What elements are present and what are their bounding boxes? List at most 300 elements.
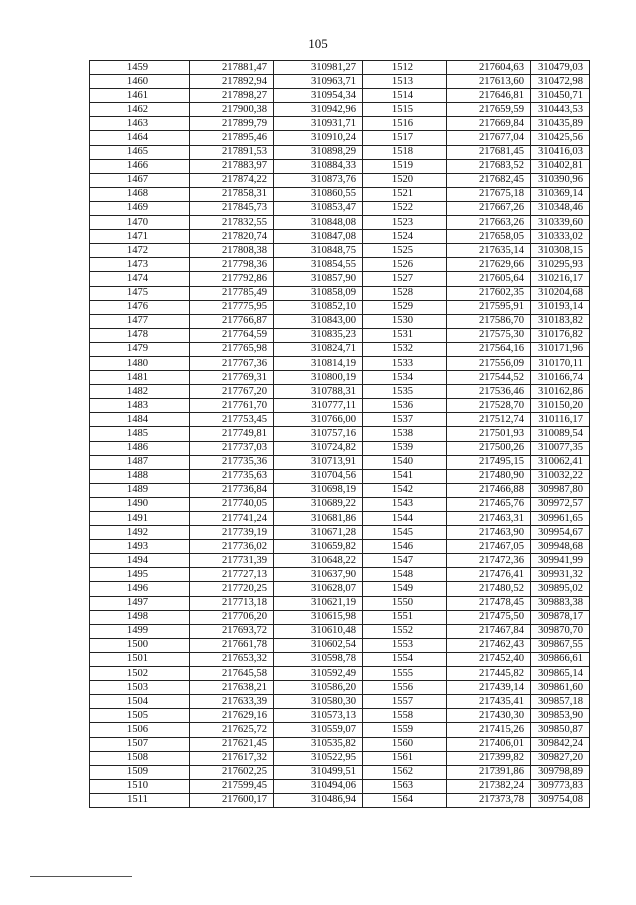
coordinates-table (89, 60, 590, 808)
table-row (90, 385, 590, 399)
y-coordinate-right: 310204,68 (531, 286, 590, 300)
point-number-right: 1541 (363, 469, 447, 483)
y-coordinate-right: 310443,53 (531, 103, 590, 117)
point-number-right: 1512 (363, 61, 447, 75)
point-number-left: 1482 (90, 385, 190, 399)
x-coordinate-right: 217495,15 (447, 455, 531, 469)
point-number-right: 1525 (363, 244, 447, 258)
x-coordinate-left: 217737,03 (190, 441, 274, 455)
y-coordinate-right: 309865,14 (531, 667, 590, 681)
point-number-left: 1477 (90, 314, 190, 328)
x-coordinate-right: 217476,41 (447, 568, 531, 582)
table-row (90, 258, 590, 272)
x-coordinate-right: 217500,26 (447, 441, 531, 455)
y-coordinate-left: 310800,19 (274, 371, 363, 385)
x-coordinate-left: 217798,36 (190, 258, 274, 272)
table-row (90, 624, 590, 638)
point-number-left: 1473 (90, 258, 190, 272)
point-number-left: 1494 (90, 554, 190, 568)
x-coordinate-left: 217713,18 (190, 596, 274, 610)
point-number-right: 1555 (363, 667, 447, 681)
y-coordinate-left: 310757,16 (274, 427, 363, 441)
x-coordinate-left: 217769,31 (190, 371, 274, 385)
y-coordinate-right: 310308,15 (531, 244, 590, 258)
point-number-right: 1522 (363, 201, 447, 215)
table-row (90, 765, 590, 779)
y-coordinate-right: 310116,17 (531, 413, 590, 427)
y-coordinate-left: 310598,78 (274, 652, 363, 666)
point-number-right: 1558 (363, 709, 447, 723)
y-coordinate-right: 310295,93 (531, 258, 590, 272)
table-row (90, 159, 590, 173)
y-coordinate-left: 310835,23 (274, 328, 363, 342)
y-coordinate-right: 310416,03 (531, 145, 590, 159)
x-coordinate-left: 217621,45 (190, 737, 274, 751)
x-coordinate-left: 217891,53 (190, 145, 274, 159)
point-number-right: 1529 (363, 300, 447, 314)
point-number-right: 1552 (363, 624, 447, 638)
y-coordinate-right: 309870,70 (531, 624, 590, 638)
point-number-right: 1514 (363, 89, 447, 103)
table-row (90, 751, 590, 765)
x-coordinate-left: 217693,72 (190, 624, 274, 638)
point-number-right: 1518 (363, 145, 447, 159)
table-row (90, 483, 590, 497)
y-coordinate-left: 310873,76 (274, 173, 363, 187)
point-number-right: 1548 (363, 568, 447, 582)
point-number-right: 1547 (363, 554, 447, 568)
y-coordinate-right: 309773,83 (531, 779, 590, 793)
point-number-left: 1464 (90, 131, 190, 145)
y-coordinate-right: 310062,41 (531, 455, 590, 469)
y-coordinate-right: 309878,17 (531, 610, 590, 624)
x-coordinate-right: 217659,59 (447, 103, 531, 117)
x-coordinate-right: 217683,52 (447, 159, 531, 173)
x-coordinate-left: 217808,38 (190, 244, 274, 258)
y-coordinate-right: 310176,82 (531, 328, 590, 342)
y-coordinate-left: 310847,08 (274, 230, 363, 244)
table-row (90, 709, 590, 723)
point-number-right: 1546 (363, 540, 447, 554)
table-row (90, 497, 590, 511)
point-number-left: 1461 (90, 89, 190, 103)
table-row (90, 427, 590, 441)
x-coordinate-right: 217556,09 (447, 356, 531, 370)
x-coordinate-left: 217600,17 (190, 793, 274, 807)
y-coordinate-right: 310162,86 (531, 385, 590, 399)
y-coordinate-left: 310777,11 (274, 399, 363, 413)
x-coordinate-left: 217753,45 (190, 413, 274, 427)
y-coordinate-right: 310369,14 (531, 187, 590, 201)
x-coordinate-right: 217501,93 (447, 427, 531, 441)
point-number-left: 1508 (90, 751, 190, 765)
point-number-right: 1560 (363, 737, 447, 751)
point-number-right: 1564 (363, 793, 447, 807)
y-coordinate-right: 309948,68 (531, 540, 590, 554)
y-coordinate-left: 310486,94 (274, 793, 363, 807)
point-number-right: 1543 (363, 497, 447, 511)
x-coordinate-right: 217467,84 (447, 624, 531, 638)
point-number-left: 1493 (90, 540, 190, 554)
point-number-right: 1537 (363, 413, 447, 427)
x-coordinate-right: 217512,74 (447, 413, 531, 427)
x-coordinate-right: 217406,01 (447, 737, 531, 751)
x-coordinate-left: 217653,32 (190, 652, 274, 666)
x-coordinate-right: 217669,84 (447, 117, 531, 131)
footnote-separator (30, 876, 132, 877)
point-number-right: 1520 (363, 173, 447, 187)
point-number-left: 1476 (90, 300, 190, 314)
y-coordinate-left: 310954,34 (274, 89, 363, 103)
x-coordinate-right: 217445,82 (447, 667, 531, 681)
x-coordinate-left: 217638,21 (190, 681, 274, 695)
x-coordinate-right: 217430,30 (447, 709, 531, 723)
y-coordinate-right: 310348,46 (531, 201, 590, 215)
table-row (90, 356, 590, 370)
x-coordinate-right: 217575,30 (447, 328, 531, 342)
y-coordinate-right: 309861,60 (531, 681, 590, 695)
x-coordinate-left: 217739,19 (190, 526, 274, 540)
point-number-left: 1466 (90, 159, 190, 173)
point-number-left: 1471 (90, 230, 190, 244)
y-coordinate-right: 310479,03 (531, 61, 590, 75)
point-number-right: 1563 (363, 779, 447, 793)
y-coordinate-left: 310766,00 (274, 413, 363, 427)
y-coordinate-left: 310852,10 (274, 300, 363, 314)
y-coordinate-left: 310637,90 (274, 568, 363, 582)
x-coordinate-right: 217658,05 (447, 230, 531, 244)
point-number-left: 1480 (90, 356, 190, 370)
y-coordinate-right: 310150,20 (531, 399, 590, 413)
point-number-right: 1513 (363, 75, 447, 89)
table-row (90, 173, 590, 187)
point-number-right: 1544 (363, 512, 447, 526)
x-coordinate-left: 217899,79 (190, 117, 274, 131)
point-number-left: 1470 (90, 216, 190, 230)
y-coordinate-right: 309987,80 (531, 483, 590, 497)
y-coordinate-left: 310602,54 (274, 638, 363, 652)
point-number-right: 1530 (363, 314, 447, 328)
x-coordinate-right: 217466,88 (447, 483, 531, 497)
y-coordinate-left: 310610,48 (274, 624, 363, 638)
table-row (90, 793, 590, 807)
point-number-left: 1510 (90, 779, 190, 793)
y-coordinate-left: 310559,07 (274, 723, 363, 737)
table-row (90, 441, 590, 455)
point-number-right: 1521 (363, 187, 447, 201)
y-coordinate-right: 309754,08 (531, 793, 590, 807)
y-coordinate-right: 309857,18 (531, 695, 590, 709)
point-number-right: 1554 (363, 652, 447, 666)
point-number-left: 1475 (90, 286, 190, 300)
y-coordinate-right: 309867,55 (531, 638, 590, 652)
y-coordinate-left: 310621,19 (274, 596, 363, 610)
y-coordinate-left: 310853,47 (274, 201, 363, 215)
x-coordinate-right: 217478,45 (447, 596, 531, 610)
table-row (90, 568, 590, 582)
x-coordinate-left: 217767,20 (190, 385, 274, 399)
point-number-right: 1557 (363, 695, 447, 709)
table-row (90, 413, 590, 427)
coordinates-table-body (90, 61, 590, 808)
y-coordinate-right: 309895,02 (531, 582, 590, 596)
point-number-left: 1484 (90, 413, 190, 427)
point-number-right: 1534 (363, 371, 447, 385)
point-number-left: 1474 (90, 272, 190, 286)
point-number-left: 1486 (90, 441, 190, 455)
table-row (90, 779, 590, 793)
x-coordinate-right: 217467,05 (447, 540, 531, 554)
x-coordinate-right: 217373,78 (447, 793, 531, 807)
point-number-right: 1535 (363, 385, 447, 399)
point-number-left: 1469 (90, 201, 190, 215)
y-coordinate-left: 310689,22 (274, 497, 363, 511)
y-coordinate-left: 310910,24 (274, 131, 363, 145)
point-number-right: 1527 (363, 272, 447, 286)
x-coordinate-right: 217528,70 (447, 399, 531, 413)
table-row (90, 342, 590, 356)
point-number-left: 1460 (90, 75, 190, 89)
point-number-left: 1506 (90, 723, 190, 737)
point-number-right: 1526 (363, 258, 447, 272)
y-coordinate-right: 310166,74 (531, 371, 590, 385)
point-number-right: 1551 (363, 610, 447, 624)
point-number-right: 1550 (363, 596, 447, 610)
point-number-left: 1488 (90, 469, 190, 483)
table-row (90, 230, 590, 244)
point-number-left: 1504 (90, 695, 190, 709)
x-coordinate-left: 217661,78 (190, 638, 274, 652)
table-row (90, 201, 590, 215)
x-coordinate-right: 217677,04 (447, 131, 531, 145)
table-row (90, 554, 590, 568)
table-row (90, 371, 590, 385)
table-row (90, 695, 590, 709)
y-coordinate-right: 309954,67 (531, 526, 590, 540)
x-coordinate-right: 217564,16 (447, 342, 531, 356)
x-coordinate-right: 217472,36 (447, 554, 531, 568)
x-coordinate-right: 217613,60 (447, 75, 531, 89)
point-number-left: 1483 (90, 399, 190, 413)
table-row (90, 314, 590, 328)
table-row (90, 145, 590, 159)
table-row (90, 103, 590, 117)
x-coordinate-left: 217832,55 (190, 216, 274, 230)
point-number-left: 1487 (90, 455, 190, 469)
x-coordinate-right: 217604,63 (447, 61, 531, 75)
table-row (90, 667, 590, 681)
point-number-right: 1545 (363, 526, 447, 540)
point-number-right: 1539 (363, 441, 447, 455)
y-coordinate-right: 309850,87 (531, 723, 590, 737)
table-row (90, 469, 590, 483)
point-number-left: 1507 (90, 737, 190, 751)
table-row (90, 216, 590, 230)
point-number-right: 1516 (363, 117, 447, 131)
point-number-left: 1495 (90, 568, 190, 582)
y-coordinate-right: 309842,24 (531, 737, 590, 751)
point-number-left: 1491 (90, 512, 190, 526)
y-coordinate-right: 310077,35 (531, 441, 590, 455)
x-coordinate-left: 217735,36 (190, 455, 274, 469)
y-coordinate-right: 309827,20 (531, 751, 590, 765)
point-number-left: 1503 (90, 681, 190, 695)
x-coordinate-right: 217480,90 (447, 469, 531, 483)
point-number-right: 1523 (363, 216, 447, 230)
y-coordinate-left: 310499,51 (274, 765, 363, 779)
point-number-left: 1490 (90, 497, 190, 511)
y-coordinate-left: 310580,30 (274, 695, 363, 709)
table-row (90, 638, 590, 652)
x-coordinate-right: 217646,81 (447, 89, 531, 103)
table-row (90, 75, 590, 89)
y-coordinate-right: 309853,90 (531, 709, 590, 723)
point-number-right: 1524 (363, 230, 447, 244)
point-number-right: 1517 (363, 131, 447, 145)
point-number-right: 1553 (363, 638, 447, 652)
point-number-right: 1528 (363, 286, 447, 300)
point-number-left: 1479 (90, 342, 190, 356)
y-coordinate-left: 310788,31 (274, 385, 363, 399)
y-coordinate-left: 310494,06 (274, 779, 363, 793)
point-number-left: 1496 (90, 582, 190, 596)
table-row (90, 652, 590, 666)
x-coordinate-right: 217465,76 (447, 497, 531, 511)
x-coordinate-left: 217602,25 (190, 765, 274, 779)
y-coordinate-left: 310659,82 (274, 540, 363, 554)
x-coordinate-left: 217764,59 (190, 328, 274, 342)
x-coordinate-right: 217439,14 (447, 681, 531, 695)
y-coordinate-right: 309866,61 (531, 652, 590, 666)
y-coordinate-right: 310193,14 (531, 300, 590, 314)
point-number-left: 1489 (90, 483, 190, 497)
x-coordinate-right: 217463,90 (447, 526, 531, 540)
point-number-left: 1505 (90, 709, 190, 723)
point-number-left: 1478 (90, 328, 190, 342)
x-coordinate-left: 217633,39 (190, 695, 274, 709)
x-coordinate-right: 217663,26 (447, 216, 531, 230)
point-number-right: 1559 (363, 723, 447, 737)
point-number-left: 1472 (90, 244, 190, 258)
point-number-right: 1542 (363, 483, 447, 497)
y-coordinate-left: 310648,22 (274, 554, 363, 568)
point-number-left: 1463 (90, 117, 190, 131)
y-coordinate-right: 309883,38 (531, 596, 590, 610)
x-coordinate-left: 217883,97 (190, 159, 274, 173)
y-coordinate-left: 310860,55 (274, 187, 363, 201)
table-row (90, 300, 590, 314)
point-number-left: 1485 (90, 427, 190, 441)
x-coordinate-right: 217415,26 (447, 723, 531, 737)
x-coordinate-left: 217706,20 (190, 610, 274, 624)
x-coordinate-right: 217605,64 (447, 272, 531, 286)
x-coordinate-left: 217599,45 (190, 779, 274, 793)
x-coordinate-right: 217463,31 (447, 512, 531, 526)
x-coordinate-right: 217667,26 (447, 201, 531, 215)
point-number-left: 1459 (90, 61, 190, 75)
point-number-left: 1509 (90, 765, 190, 779)
y-coordinate-left: 310843,00 (274, 314, 363, 328)
table-row (90, 737, 590, 751)
table-row (90, 117, 590, 131)
point-number-right: 1540 (363, 455, 447, 469)
x-coordinate-left: 217898,27 (190, 89, 274, 103)
table-row (90, 399, 590, 413)
x-coordinate-left: 217720,25 (190, 582, 274, 596)
y-coordinate-right: 310089,54 (531, 427, 590, 441)
table-row (90, 244, 590, 258)
point-number-left: 1500 (90, 638, 190, 652)
table-row (90, 540, 590, 554)
point-number-left: 1481 (90, 371, 190, 385)
x-coordinate-left: 217820,74 (190, 230, 274, 244)
table-row (90, 61, 590, 75)
y-coordinate-left: 310884,33 (274, 159, 363, 173)
x-coordinate-right: 217480,52 (447, 582, 531, 596)
y-coordinate-right: 310472,98 (531, 75, 590, 89)
point-number-left: 1502 (90, 667, 190, 681)
y-coordinate-left: 310724,82 (274, 441, 363, 455)
x-coordinate-right: 217586,70 (447, 314, 531, 328)
x-coordinate-left: 217900,38 (190, 103, 274, 117)
x-coordinate-left: 217858,31 (190, 187, 274, 201)
point-number-right: 1538 (363, 427, 447, 441)
y-coordinate-left: 310681,86 (274, 512, 363, 526)
table-row (90, 286, 590, 300)
y-coordinate-right: 310183,82 (531, 314, 590, 328)
y-coordinate-right: 310032,22 (531, 469, 590, 483)
y-coordinate-left: 310698,19 (274, 483, 363, 497)
point-number-left: 1462 (90, 103, 190, 117)
table-row (90, 187, 590, 201)
table-row (90, 681, 590, 695)
x-coordinate-left: 217775,95 (190, 300, 274, 314)
y-coordinate-left: 310963,71 (274, 75, 363, 89)
page-number: 105 (308, 36, 328, 51)
y-coordinate-right: 310402,81 (531, 159, 590, 173)
y-coordinate-left: 310814,19 (274, 356, 363, 370)
x-coordinate-right: 217399,82 (447, 751, 531, 765)
y-coordinate-right: 310450,71 (531, 89, 590, 103)
x-coordinate-left: 217740,05 (190, 497, 274, 511)
y-coordinate-right: 310339,60 (531, 216, 590, 230)
y-coordinate-left: 310522,95 (274, 751, 363, 765)
point-number-right: 1536 (363, 399, 447, 413)
y-coordinate-left: 310671,28 (274, 526, 363, 540)
y-coordinate-right: 310333,02 (531, 230, 590, 244)
table-row (90, 596, 590, 610)
table-row (90, 610, 590, 624)
point-number-left: 1499 (90, 624, 190, 638)
x-coordinate-right: 217435,41 (447, 695, 531, 709)
point-number-left: 1467 (90, 173, 190, 187)
y-coordinate-left: 310981,27 (274, 61, 363, 75)
y-coordinate-left: 310824,71 (274, 342, 363, 356)
y-coordinate-left: 310704,56 (274, 469, 363, 483)
y-coordinate-right: 309972,57 (531, 497, 590, 511)
y-coordinate-left: 310848,75 (274, 244, 363, 258)
point-number-right: 1531 (363, 328, 447, 342)
point-number-left: 1498 (90, 610, 190, 624)
y-coordinate-left: 310898,29 (274, 145, 363, 159)
table-row (90, 723, 590, 737)
x-coordinate-left: 217881,47 (190, 61, 274, 75)
x-coordinate-right: 217602,35 (447, 286, 531, 300)
table-row (90, 455, 590, 469)
point-number-left: 1497 (90, 596, 190, 610)
x-coordinate-left: 217895,46 (190, 131, 274, 145)
x-coordinate-right: 217675,18 (447, 187, 531, 201)
